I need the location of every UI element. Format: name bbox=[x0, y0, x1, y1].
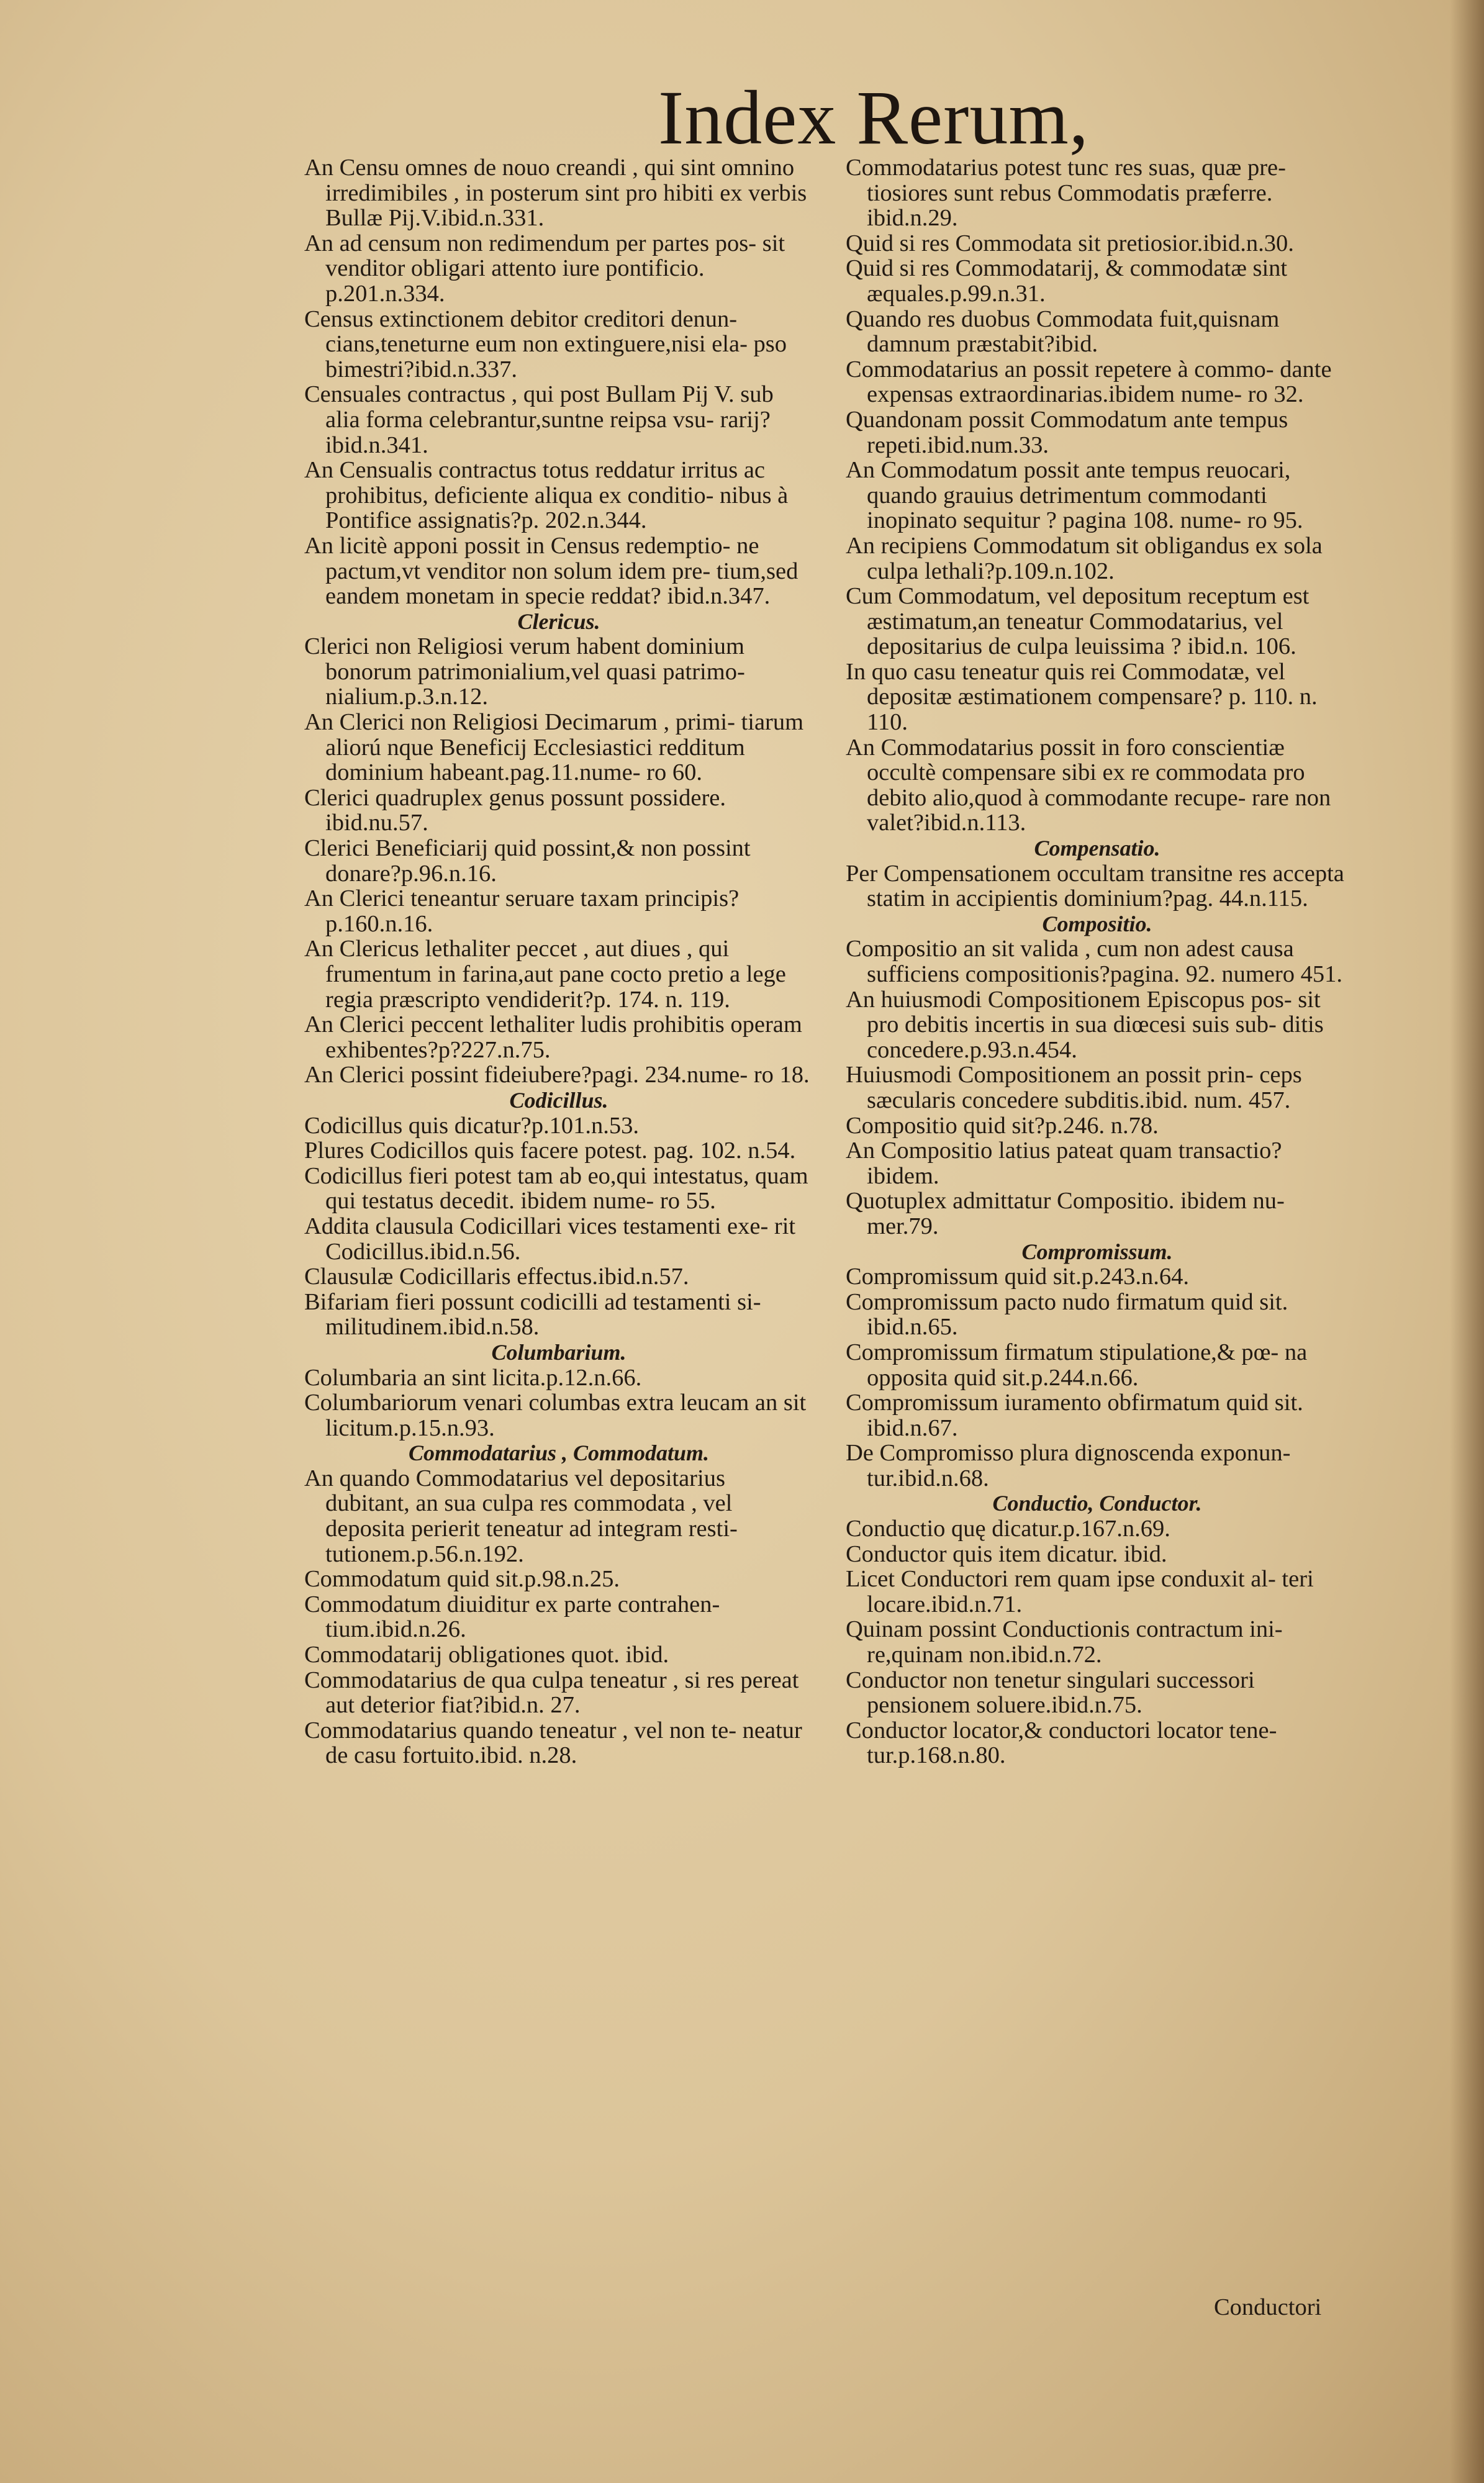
index-entry: Census extinctionem debitor creditori denun- cians,teneturne eum non extinguere,nisi ela- pso bimestri?ibid.n.337. bbox=[304, 305, 787, 382]
index-entry: An Commodatarius possit in foro conscientiæ occultè compensare sibi ex re commodata pro debito alio,quod à commodante recupe- rare non valet?ibid.n.113. bbox=[846, 734, 1331, 836]
index-entry: Clerici Beneficiarij quid possint,& non possint donare?p.96.n.16. bbox=[304, 835, 751, 887]
index-entry: An licitè apponi possit in Census redemptio- ne pactum,vt venditor non solum idem pre- tium,sed eandem monetam in specie reddat? ibid.n.347. bbox=[304, 532, 799, 610]
index-entry: Licet Conductori rem quam ipse conduxit al- teri locare.ibid.n.71. bbox=[846, 1566, 1314, 1617]
index-heading: Compensatio. bbox=[1034, 836, 1161, 861]
index-entry: Compromissum iuramento obfirmatum quid sit. ibid.n.67. bbox=[846, 1390, 1303, 1441]
index-entry: Censuales contractus , qui post Bullam Pij V. sub alia forma celebrantur,suntne reipsa vsu- rarij?ibid.n.341. bbox=[304, 381, 774, 458]
catchword: Conductori bbox=[1214, 2294, 1322, 2320]
index-entry: De Compromisso plura dignoscenda exponun- tur.ibid.n.68. bbox=[846, 1440, 1291, 1491]
index-entry: Conductor locator,& conductori locator tene- tur.p.168.n.80. bbox=[846, 1717, 1277, 1769]
index-entry: Cum Commodatum, vel depositum receptum est æstimatum,an teneatur Commodatarius, vel depositarius de culpa leuissima ? ibid.n. 106. bbox=[846, 583, 1310, 660]
index-entry: Columbariorum venari columbas extra leucam an sit licitum.p.15.n.93. bbox=[304, 1390, 807, 1441]
index-entry: Clausulæ Codicillaris effectus.ibid.n.57. bbox=[304, 1264, 689, 1290]
index-entry: Huiusmodi Compositionem an possit prin- ceps sæcularis concedere subditis.ibid. num. 457. bbox=[846, 1062, 1302, 1113]
index-entry: Codicillus quis dicatur?p.101.n.53. bbox=[304, 1112, 639, 1139]
index-entry: Quotuplex admittatur Compositio. ibidem nu- mer.79. bbox=[846, 1188, 1285, 1239]
index-entry: An Censu omnes de nouo creandi , qui sint omnino irredimibiles , in posterum sint pro hibiti ex verbis Bullæ Pij.V.ibid.n.331. bbox=[304, 155, 807, 232]
index-entry: Compositio quid sit?p.246. n.78. bbox=[846, 1112, 1159, 1139]
index-entry: Compromissum firmatum stipulatione,& pœ- na opposita quid sit.p.244.n.66. bbox=[846, 1339, 1308, 1391]
page-title: Index Rerum, bbox=[658, 75, 1089, 160]
index-entry: Commodatarius potest tunc res suas, quæ pre- tiosiores sunt rebus Commodatis præferre. ibid.n.29. bbox=[846, 155, 1286, 232]
index-entry: Quid si res Commodata sit pretiosior.ibid.n.30. bbox=[846, 230, 1294, 256]
index-entry: Columbaria an sint licita.p.12.n.66. bbox=[304, 1364, 642, 1391]
index-heading: Codicillus. bbox=[509, 1087, 609, 1113]
index-entry: An Clerici non Religiosi Decimarum , primi- tiarum aliorú nque Beneficij Ecclesiastici redditum dominium habeant.pag.11.nume- ro 60. bbox=[304, 709, 804, 786]
index-entry: Commodatarius an possit repetere à commo- dante expensas extraordinarias.ibidem nume- ro 32. bbox=[846, 356, 1332, 408]
index-entry: Compositio an sit valida , cum non adest causa sufficiens compositionis?pagina. 92. numero 451. bbox=[846, 936, 1342, 987]
index-entry: Compromissum quid sit.p.243.n.64. bbox=[846, 1264, 1189, 1290]
index-entry: Plures Codicillos quis facere potest. pag. 102. n.54. bbox=[304, 1137, 796, 1164]
index-entry: Commodatarius de qua culpa teneatur , si res pereat aut deterior fiat?ibid.n. 27. bbox=[304, 1667, 799, 1719]
index-entry: Compromissum pacto nudo firmatum quid sit. ibid.n.65. bbox=[846, 1288, 1288, 1341]
index-entry: Commodatarij obligationes quot. ibid. bbox=[304, 1642, 669, 1668]
index-entry: An Commodatum possit ante tempus reuocari, quando grauius detrimentum commodanti inopinato sequitur ? pagina 108. nume- ro 95. bbox=[846, 457, 1303, 534]
index-entry: Conductio quę dicatur.p.167.n.69. bbox=[846, 1516, 1170, 1542]
index-entry: Conductor non tenetur singulari successori pensionem soluere.ibid.n.75. bbox=[846, 1667, 1255, 1719]
index-entry: Clerici quadruplex genus possunt possidere. ibid.nu.57. bbox=[304, 784, 726, 836]
index-entry: An recipiens Commodatum sit obligandus ex sola culpa lethali?p.109.n.102. bbox=[846, 532, 1323, 584]
index-entry: An ad censum non redimendum per partes pos- sit venditor obligari attento iure pontificio. p.201.n.334. bbox=[304, 230, 785, 307]
index-entry: An Censualis contractus totus reddatur irritus ac prohibitus, deficiente aliqua ex conditio- nibus à Pontifice assignatis?p. 202.n.344. bbox=[304, 457, 789, 534]
index-entry: Commodatarius quando teneatur , vel non te- neatur de casu fortuito.ibid. n.28. bbox=[304, 1717, 802, 1769]
index-heading: Conductio, Conductor. bbox=[992, 1491, 1202, 1516]
index-entry: Quandonam possit Commodatum ante tempus repeti.ibid.num.33. bbox=[846, 406, 1288, 458]
index-entry: An quando Commodatarius vel depositarius dubitant, an sua culpa res commodata , vel deposita perierit teneatur ad integram resti- tutionem.p.56.n.192. bbox=[304, 1465, 738, 1567]
index-entry: Commodatum diuiditur ex parte contrahen- tium.ibid.n.26. bbox=[304, 1591, 720, 1643]
index-entry: Bifariam fieri possunt codicilli ad testamenti si- militudinem.ibid.n.58. bbox=[304, 1288, 761, 1341]
index-entry: Quinam possint Conductionis contractum ini- re,quinam non.ibid.n.72. bbox=[846, 1616, 1283, 1668]
index-entry: An Clerici teneantur seruare taxam principis? p.160.n.16. bbox=[304, 885, 740, 937]
index-heading: Compromissum. bbox=[1021, 1239, 1173, 1264]
index-entry: Per Compensationem occultam transitne res accepta statim in accipientis dominium?pag. 44.n.115. bbox=[846, 860, 1344, 912]
index-entry: An Clerici possint fideiubere?pagi. 234.nume- ro 18. bbox=[304, 1062, 810, 1088]
index-entry: An Compositio latius pateat quam transactio? ibidem. bbox=[846, 1137, 1282, 1189]
index-entry: Conductor quis item dicatur. ibid. bbox=[846, 1540, 1167, 1567]
index-entry: Commodatum quid sit.p.98.n.25. bbox=[304, 1566, 620, 1593]
index-heading: Compositio. bbox=[1042, 911, 1152, 936]
index-entry: Quando res duobus Commodata fuit,quisnam damnum præstabit?ibid. bbox=[846, 305, 1280, 358]
index-column-left bbox=[304, 155, 813, 1768]
index-entry: An huiusmodi Compositionem Episcopus pos- sit pro debitis incertis in sua diœcesi suis sub- ditis concedere.p.93.n.454. bbox=[846, 986, 1324, 1063]
index-entry: Addita clausula Codicillari vices testamenti exe- rit Codicillus.ibid.n.56. bbox=[304, 1213, 796, 1265]
index-entry: Codicillus fieri potest tam ab eo,qui intestatus, quam qui testatus decedit. ibidem nume- ro 55. bbox=[304, 1162, 808, 1214]
index-heading: Columbarium. bbox=[491, 1339, 627, 1365]
index-entry: Clerici non Religiosi verum habent dominium bonorum patrimonialium,vel quasi patrimo- nialium.p.3.n.12. bbox=[304, 633, 745, 710]
index-heading: Clericus. bbox=[517, 608, 600, 634]
index-column-right bbox=[846, 155, 1349, 1768]
index-heading: Commodatarius , Commodatum. bbox=[408, 1441, 710, 1466]
index-entry: An Clerici peccent lethaliter ludis prohibitis operam exhibentes?p?227.n.75. bbox=[304, 1011, 802, 1063]
index-entry: Quid si res Commodatarij, & commodatæ sint æquales.p.99.n.31. bbox=[846, 255, 1288, 307]
index-entry: In quo casu teneatur quis rei Commodatæ, vel depositæ æstimationem compensare? p. 110. n. 110. bbox=[846, 658, 1318, 736]
index-entry: An Clericus lethaliter peccet , aut diues , qui frumentum in farina,aut pane cocto pretio a lege regia præscripto vendiderit?p. 174. n. 119. bbox=[304, 936, 786, 1013]
